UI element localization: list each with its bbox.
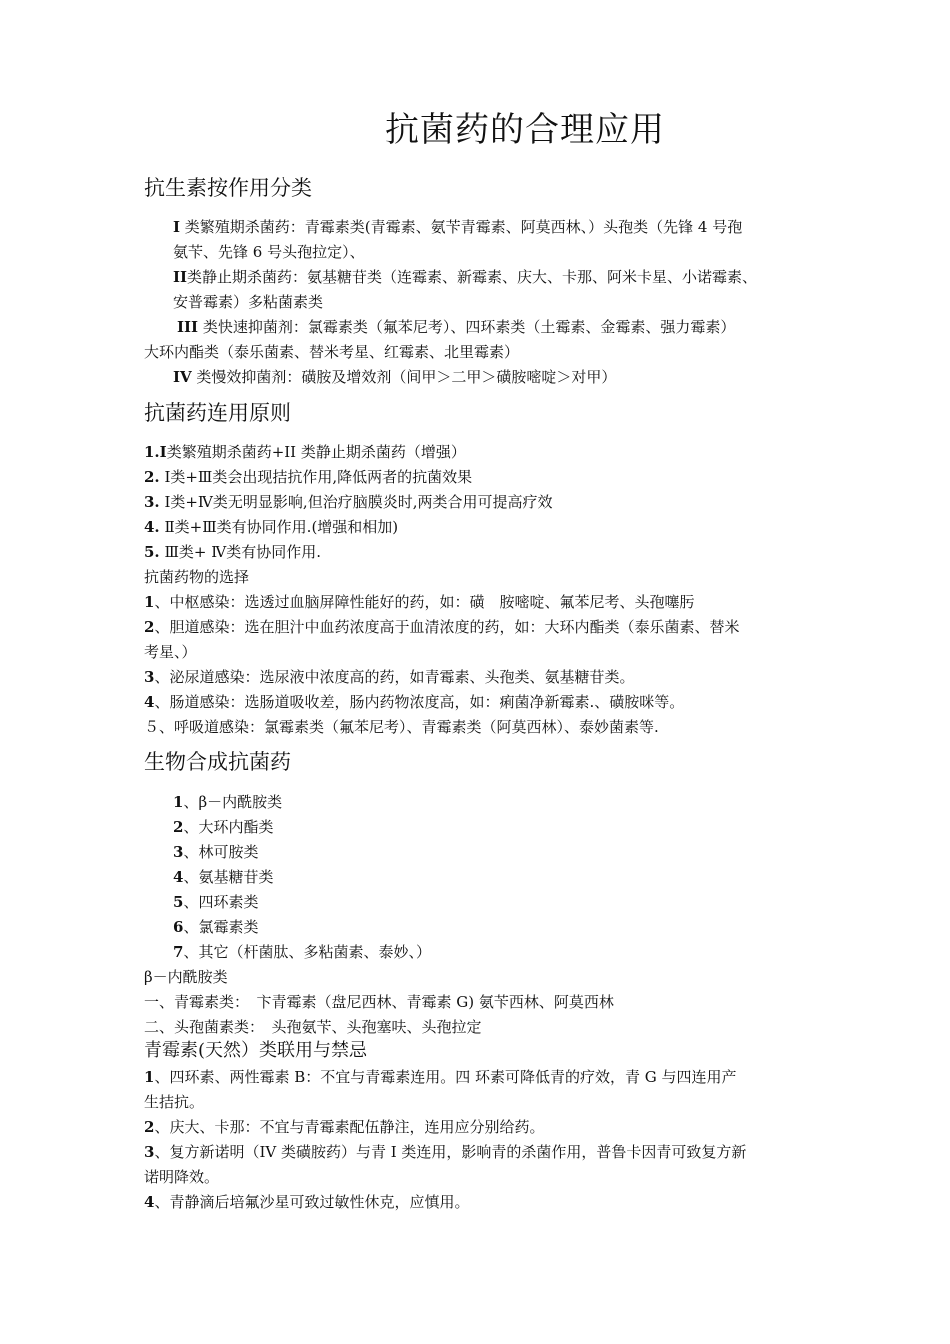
list-item: 2、大环内酯类 [173, 818, 274, 836]
text-line: 2、庆大、卡那：不宜与青霉素配伍静注，连用应分别给药。 [144, 1118, 545, 1136]
text-line: 生拮抗。 [144, 1093, 205, 1111]
text-line: ５、呼吸道感染：氯霉素类（氟苯尼考）、青霉素类（阿莫西林）、泰妙菌素等. [144, 718, 659, 736]
list-item: 1、β－内酰胺类 [173, 793, 283, 811]
text-line: 4、青静滴后培氟沙星可致过敏性休克，应慎用。 [144, 1193, 470, 1211]
page-title: 抗菌药的合理应用 [385, 110, 665, 150]
text-line: 2. Ⅰ类+Ⅲ类会出现拮抗作用,降低两者的抗菌效果 [144, 468, 473, 486]
list-item: 6、氯霉素类 [173, 918, 259, 936]
list-item: 7、其它（杆菌肽、多粘菌素、泰妙、） [173, 943, 431, 961]
subheading-drug-selection: 抗菌药物的选择 [144, 568, 250, 586]
text-line: 5. Ⅲ类+ Ⅳ类有协同作用. [144, 543, 321, 561]
list-item: 3、林可胺类 [173, 843, 259, 861]
text-line: 1、四环素、两性霉素 B：不宜与青霉素连用。四 环素可降低青的疗效，青 G 与四连用产 [144, 1068, 737, 1086]
text-line: 1、中枢感染：选透过血脑屏障性能好的药，如：磺 胺嘧啶、氟苯尼考、头孢噻肟 [144, 593, 695, 611]
list-item: 4、氨基糖苷类 [173, 868, 274, 886]
text-line: 4. Ⅱ类+Ⅲ类有协同作用.(增强和相加) [144, 518, 399, 536]
list-item: 5、四环素类 [173, 893, 259, 911]
text-line: 1.I类繁殖期杀菌药+II 类静止期杀菌药（增强） [144, 443, 466, 461]
text-line: III 类快速抑菌剂：氯霉素类（氟苯尼考）、四环素类（土霉素、金霉素、强力霉素） [177, 318, 736, 336]
section-heading-biosynthetic: 生物合成抗菌药 [144, 750, 291, 774]
text-line: 3、复方新诺明（IV 类磺胺药）与青 I 类连用，影响青的杀菌作用，普鲁卡因青可致复方新 [144, 1143, 747, 1161]
text-line: 3. Ⅰ类+Ⅳ类无明显影响,但治疗脑膜炎时,两类合用可提高疗效 [144, 493, 553, 511]
text-line: II类静止期杀菌药：氨基糖苷类（连霉素、新霉素、庆大、卡那、阿米卡星、小诺霉素、 [173, 268, 758, 286]
section-heading-combination: 抗菌药连用原则 [144, 401, 291, 425]
text-line: 考星、） [144, 643, 197, 661]
text-line: 一、青霉素类： 卞青霉素（盘尼西林、青霉素 G) 氨苄西林、阿莫西林 [144, 993, 614, 1011]
subheading-beta-lactam: β－内酰胺类 [144, 968, 228, 986]
text-line: 氨苄、先锋 6 号头孢拉定）、 [173, 243, 365, 261]
text-line: 2、胆道感染：选在胆汁中血药浓度高于血清浓度的药，如：大环内酯类（泰乐菌素、替米 [144, 618, 740, 636]
text-line: 4、肠道感染：选肠道吸收差，肠内药物浓度高，如：痢菌净新霉素.、磺胺咪等。 [144, 693, 685, 711]
text-line: I 类繁殖期杀菌药：青霉素类(青霉素、氨苄青霉素、阿莫西林、）头孢类（先锋 4 号孢 [173, 218, 743, 236]
text-line: 诺明降效。 [144, 1168, 220, 1186]
text-line: 安普霉素）多粘菌素类 [173, 293, 324, 311]
text-line: IV 类慢效抑菌剂：磺胺及增效剂（间甲＞二甲＞磺胺嘧啶＞对甲） [173, 368, 617, 386]
section-heading-classification: 抗生素按作用分类 [144, 176, 312, 200]
text-line: 大环内酯类（泰乐菌素、替米考星、红霉素、北里霉素） [144, 343, 520, 361]
section-heading-penicillin: 青霉素(天然）类联用与禁忌 [144, 1040, 368, 1061]
text-line: 二、头孢菌素类： 头孢氨苄、头孢塞呋、头孢拉定 [144, 1018, 482, 1036]
text-line: 3、泌尿道感染：选尿液中浓度高的药，如青霉素、头孢类、氨基糖苷类。 [144, 668, 635, 686]
